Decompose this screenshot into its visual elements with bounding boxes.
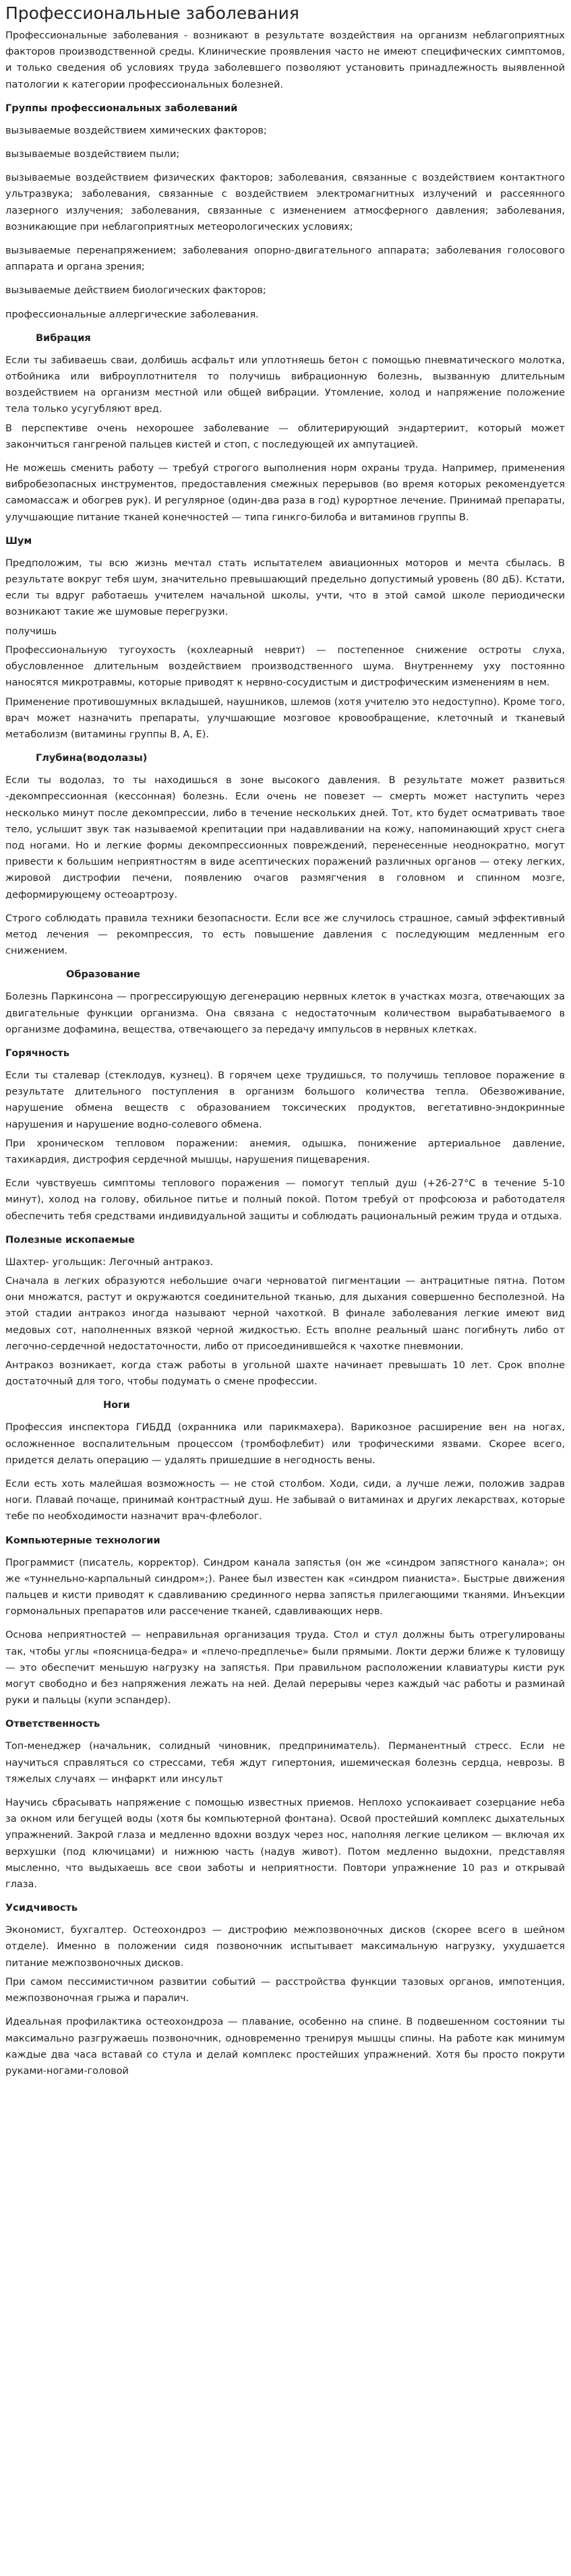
section-heading-depth: Глубина(водолазы) [36,753,148,764]
paragraph: Болезнь Паркинсона — прогрессирующую дегенерацию нервных клеток в участках мозга, отвечающих за двигательные функции организма. Она связана с недостаточным количеством вырабатываемого в организме дофамина, вещества, отвечающего за передачу импульсов в нервных клетках. [5,991,565,1035]
paragraph: Если есть хоть малейшая возможность — не стой столбом. Ходи, сиди, а лучше лежи, положив задрав ноги. Плавай почаще, принимай контрастный душ. Не забывай о витаминах и других лекарствах, которые тебе по необходимости назначит врач-флеболог. [5,1479,565,1523]
paragraph: Основа неприятностей — неправильная организация труда. Стол и стул должны быть отрегулированы так, чтобы углы «поясница-бедра» и «плечо-предплечье» были прямыми. Локти держи ближе к туловищу — это обеспечит меньшую нагрузку на запястья. При правильном расположении клавиатуры кисти рук могут свободно и без напряжения лежать на ней. Делай перерывы через каждый час работы и разминай руки и пальцы (купи эспандер). [5,1630,565,1707]
paragraph: Топ-менеджер (начальник, солидный чиновник, предприниматель). Перманентный стресс. Если не научиться справляться со стрессами, тебя ждут гипертония, ишемическая болезнь сердца, неврозы. В тяжелых случаях — инфаркт или инсульт [5,1741,565,1785]
paragraph: Строго соблюдать правила техники безопасности. Если все же случилось страшное, самый эффективный метод лечения — рекомпрессия, то есть повышение давления с последующим медленным его снижением. [5,913,565,957]
paragraph: При самом пессимистичном развитии событий — расстройства функции тазовых органов, импотенция, межпозвоночная грыжа и паралич. [5,1976,565,2004]
page-title: Профессиональные заболевания [5,3,299,23]
paragraph: Профессиональную тугоухость (кохлеарный неврит) — постепенное снижение остроты слуха, обусловленное длительным воздействием производственного шума. Внутреннему уху постоянно наносятся микротравмы, которые приводят к нервно-сосудистым и дистрофическим изменениям в нем. [5,644,565,689]
paragraph: Применение противошумных вкладышей, наушников, шлемов (хотя учителю это недоступно). Кроме того, врач может назначить препараты, улучшающие мозговое кровообращение, клеточный и тканевый метаболизм (витамины группы В, А, Е). [5,696,565,740]
paragraph: Идеальная профилактика остеохондроза — плавание, особенно на спине. В подвешенном состоянии ты максимально разгружаешь позвоночник, одновременно тренируя мышцы спины. На работе как минимум каждые два часа вставай со стула и делай комплекс простейших упражнений. Хотя бы просто покрути руками-ногами-головой [5,2017,565,2077]
paragraph: Шахтер- угольщик: Легочный антракоз. [5,1256,214,1268]
paragraph: Если чувствуешь симптомы теплового поражения — помогут теплый душ (+26-27°C в течение 5-10 минут), холод на голову, обильное питье и полный покой. Потом требуй от профсоюза и работодателя обеспечить тебя средствами индивидуальной защиты и соблюдать рациональный режим труда и отдыха. [5,1178,565,1222]
section-heading-hot: Горячность [5,1047,69,1059]
group-item: профессиональные аллергические заболевания. [5,309,259,320]
paragraph: Научись сбрасывать напряжение с помощью известных приемов. Неплохо успокаивает созерцание неба за окном или бегущей воды (хотя бы компьютерной фонтана). Освой простейший комплекс дыхательных упражнений. Закрой глаза и медленно вдохни воздух через нос, наполняя легкие целиком — включая их верхушки (под ключицами) и нижнюю часть (надув живот). Потом медленно выдохни, представляя мысленно, что выдыхаешь все свои заботы и неприятности. Повтори упражнение 10 раз и открывай глаза. [5,1798,565,1891]
group-item: вызываемые действием биологических факторов; [5,285,266,297]
article [0,2,571,2079]
paragraph: Антракоз возникает, когда стаж работы в угольной шахте начинает превышать 10 лет. Срок вполне достаточный для того, чтобы подумать о смене профессии. [5,1360,565,1388]
section-heading-legs: Ноги [103,1400,130,1411]
paragraph: В перспективе очень нехорошее заболевание — облитерирующий эндартериит, который может закончиться гангреной пальцев кистей и стоп, с последующей их ампутацией. [5,423,565,450]
group-item: вызываемые воздействием физических факторов; заболевания, связанные с воздействием контактного ультразвука; заболевания, связанные с воздействием электромагнитных излучений и рассеянного лазерного излучения; заболевания, связанные с изменением атмосферного давления; заболевания, возникающие при неблагоприятных метеорологических условиях; [5,173,565,233]
section-heading-responsibility: Ответственность [5,1719,100,1730]
section-heading-computer: Компьютерные технологии [5,1535,160,1546]
paragraph: Не можешь сменить работу — требуй строгого выполнения норм охраны труда. Например, применения вибробезопасных инструментов, предоставления смежных перерывов (во время которых рекомендуется самомассаж и обогрев рук). И регулярное (один-два раза в год) курортное лечение. Принимай препараты, улучшающие питание тканей конечностей — типа гинкго-билоба и витаминов группы В. [5,463,565,523]
paragraph: Если ты забиваешь сваи, долбишь асфальт или уплотняешь бетон с помощью пневматического молотка, отбойника или виброуплотнителя то получишь вибрационную болезнь, вызванную длительным воздействием на организм местной или общей вибрации. Утомление, холод и напряжение положение тела только усугубляют вред. [5,355,565,415]
paragraph: Программист (писатель, корректор). Синдром канала запястья (он же «синдром запястного канала»; он же «туннельно-карпальный синдром»;). Ранее был известен как «синдром пианиста». Быстрые движения пальцев и кисти приводят к сдавливанию срединного нерва запястья прилегающими тканями. Инъекции гормональных препаратов или рассечение тканей, сдавливающих нерв. [5,1557,565,1618]
paragraph: Профессия инспектора ГИБДД (охранника или парикмахера). Варикозное расширение вен на ногах, осложненное воспалительным процессом (тромбофлебит) или трофическими язвами. Скорее всего, придется делать операцию — удалять пришедшие в негодность вены. [5,1422,565,1466]
paragraph: Если ты сталевар (стеклодув, кузнец). В горячем цехе трудишься, то получишь тепловое поражение в результате длительного поступления в организм большого количества тепла. Обезвоживание, нарушение обмена веществ с образованием токсических продуктов, вегетативно-эндокринные нарушения и нарушение водно-солевого обмена. [5,1070,565,1130]
paragraph: Если ты водолаз, то ты находишься в зоне высокого давления. В результате может развиться -декомпрессионная (кессонная) болезнь. Если очень не повезет — смерть может наступить через несколько минут после декомпрессии, либо в течение нескольких дней. Тот, кто будет осматривать твое тело, услышит звук так называемой крепитации при надавливании на кожу, напоминающий хруст снега под ногами. Но и легкие формы декомпрессионных повреждений, перенесенные неоднократно, могут привести к большим неприятностям в виде асептических поражений различных органов — отеку легких, жировой дистрофии печени, появлению очагов размягчения в головном и спинном мозге, деформирующему остеоартрозу. [5,775,565,900]
section-heading-fossils: Полезные ископаемые [5,1234,135,1246]
paragraph: Экономист, бухгалтер. Остеохондроз — дистрофию межпозвоночных дисков (скорее всего в шейном отделе). Именно в положении сидя позвоночник испытывает максимальную нагрузку, ухудшается питание межпозвоночных дисков. [5,1925,565,1969]
section-heading-groups: Группы профессиональных заболеваний [5,102,238,114]
group-item: вызываемые перенапряжением; заболевания опорно-двигательного аппарата; заболевания голосового аппарата и органа зрения; [5,245,565,273]
paragraph: получишь [5,625,57,637]
section-heading-vibration: Вибрация [36,332,91,344]
intro-paragraph: Профессиональные заболевания - возникают в результате воздействия на организм неблагоприятных факторов производственной среды. Клинические проявления часто не имеют специфических симптомов, и только сведения об условиях труда заболевшего позволяют установить принадлежность выявленной патологии к категории профессиональных болезней. [5,30,565,90]
paragraph: Сначала в легких образуются небольшие очаги черноватой пигментации — антрацитные пятна. Потом они множатся, растут и окружаются соединительной тканью, для дыхания совершенно бесполезной. На этой стадии антракоз иногда называют черной чахоткой. В финале заболевания легкие имеют вид медовых сот, наполненных вязкой черной жидкостью. Есть вполне реальный шанс погибнуть либо от легочно-сердечной недостаточности, либо от присоединившейся к чахотке пневмонии. [5,1275,565,1352]
section-heading-noise: Шум [5,535,32,547]
section-heading-education: Образование [66,969,140,981]
group-item: вызываемые воздействием химических факторов; [5,125,267,136]
group-item: вызываемые воздействием пыли; [5,149,180,160]
section-heading-sitting: Усидчивость [5,1903,78,1914]
paragraph: При хроническом тепловом поражении: анемия, одышка, понижение артериальное давление, тахикардия, дистрофия сердечной мышцы, нарушения пищеварения. [5,1138,565,1165]
paragraph: Предположим, ты всю жизнь мечтал стать испытателем авиационных моторов и мечта сбылась. В результате вокруг тебя шум, значительно превышающий предельно допустимый уровень (80 дБ). Кстати, если ты вдруг работаешь учителем начальной школы, учти, что в этой самой школе периодически возникают такие же шумовые перегрузки. [5,557,565,618]
